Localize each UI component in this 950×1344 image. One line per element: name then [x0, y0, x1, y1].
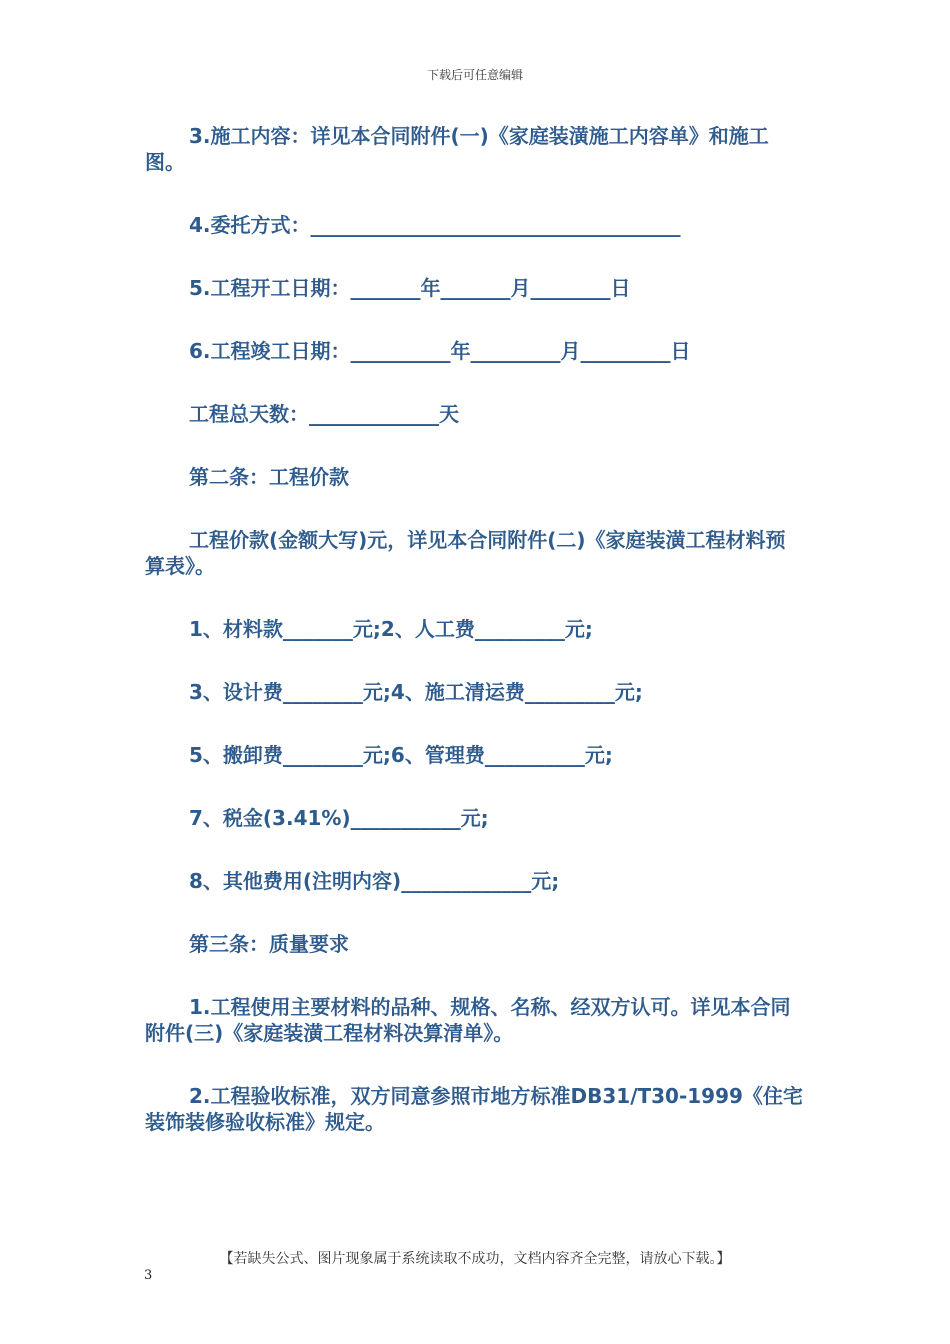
clause-tax: 7、税金(3.41%)___________元; [189, 806, 489, 830]
clause-other-fees: 8、其他费用(注明内容)_____________元; [189, 869, 560, 893]
clause-total-days: 工程总天数：_____________天 [189, 402, 459, 426]
clause-moving-management-fee: 5、搬卸费________元;6、管理费__________元; [189, 743, 613, 767]
clause-design-cleanup-fee: 3、设计费________元;4、施工清运费_________元; [189, 680, 643, 704]
clause-commission-method: 4.委托方式：_____________________________________ [189, 213, 681, 237]
clause-construction-content: 3.施工内容：详见本合同附件(一)《家庭装潢施工内容单》和施工图。 [145, 124, 769, 174]
page-number: 3 [144, 1268, 153, 1283]
clause-start-date: 5.工程开工日期：_______年_______月________日 [189, 276, 631, 300]
clause-project-price: 工程价款(金额大写)元，详见本合同附件(二)《家庭装潢工程材料预算表》。 [145, 528, 786, 578]
clause-completion-date: 6.工程竣工日期：__________年_________月_________日 [189, 339, 691, 363]
document-body [145, 123, 805, 1172]
header-note: 下载后可任意编辑 [426, 68, 523, 82]
clause-materials-approval: 1.工程使用主要材料的品种、规格、名称、经双方认可。详见本合同附件(三)《家庭装潢工程材料决算清单》。 [145, 995, 791, 1045]
clause-acceptance-standard: 2.工程验收标准，双方同意参照市地方标准DB31/T30-1999《住宅装饰装修验收标准》规定。 [145, 1084, 803, 1134]
clause-material-labor-fee: 1、材料款_______元;2、人工费_________元; [189, 617, 593, 641]
article-two-heading: 第二条：工程价款 [189, 465, 349, 489]
article-three-heading: 第三条：质量要求 [189, 932, 349, 956]
footer-note: 【若缺失公式、图片现象属于系统读取不成功，文档内容齐全完整，请放心下载。】 [219, 1251, 731, 1267]
